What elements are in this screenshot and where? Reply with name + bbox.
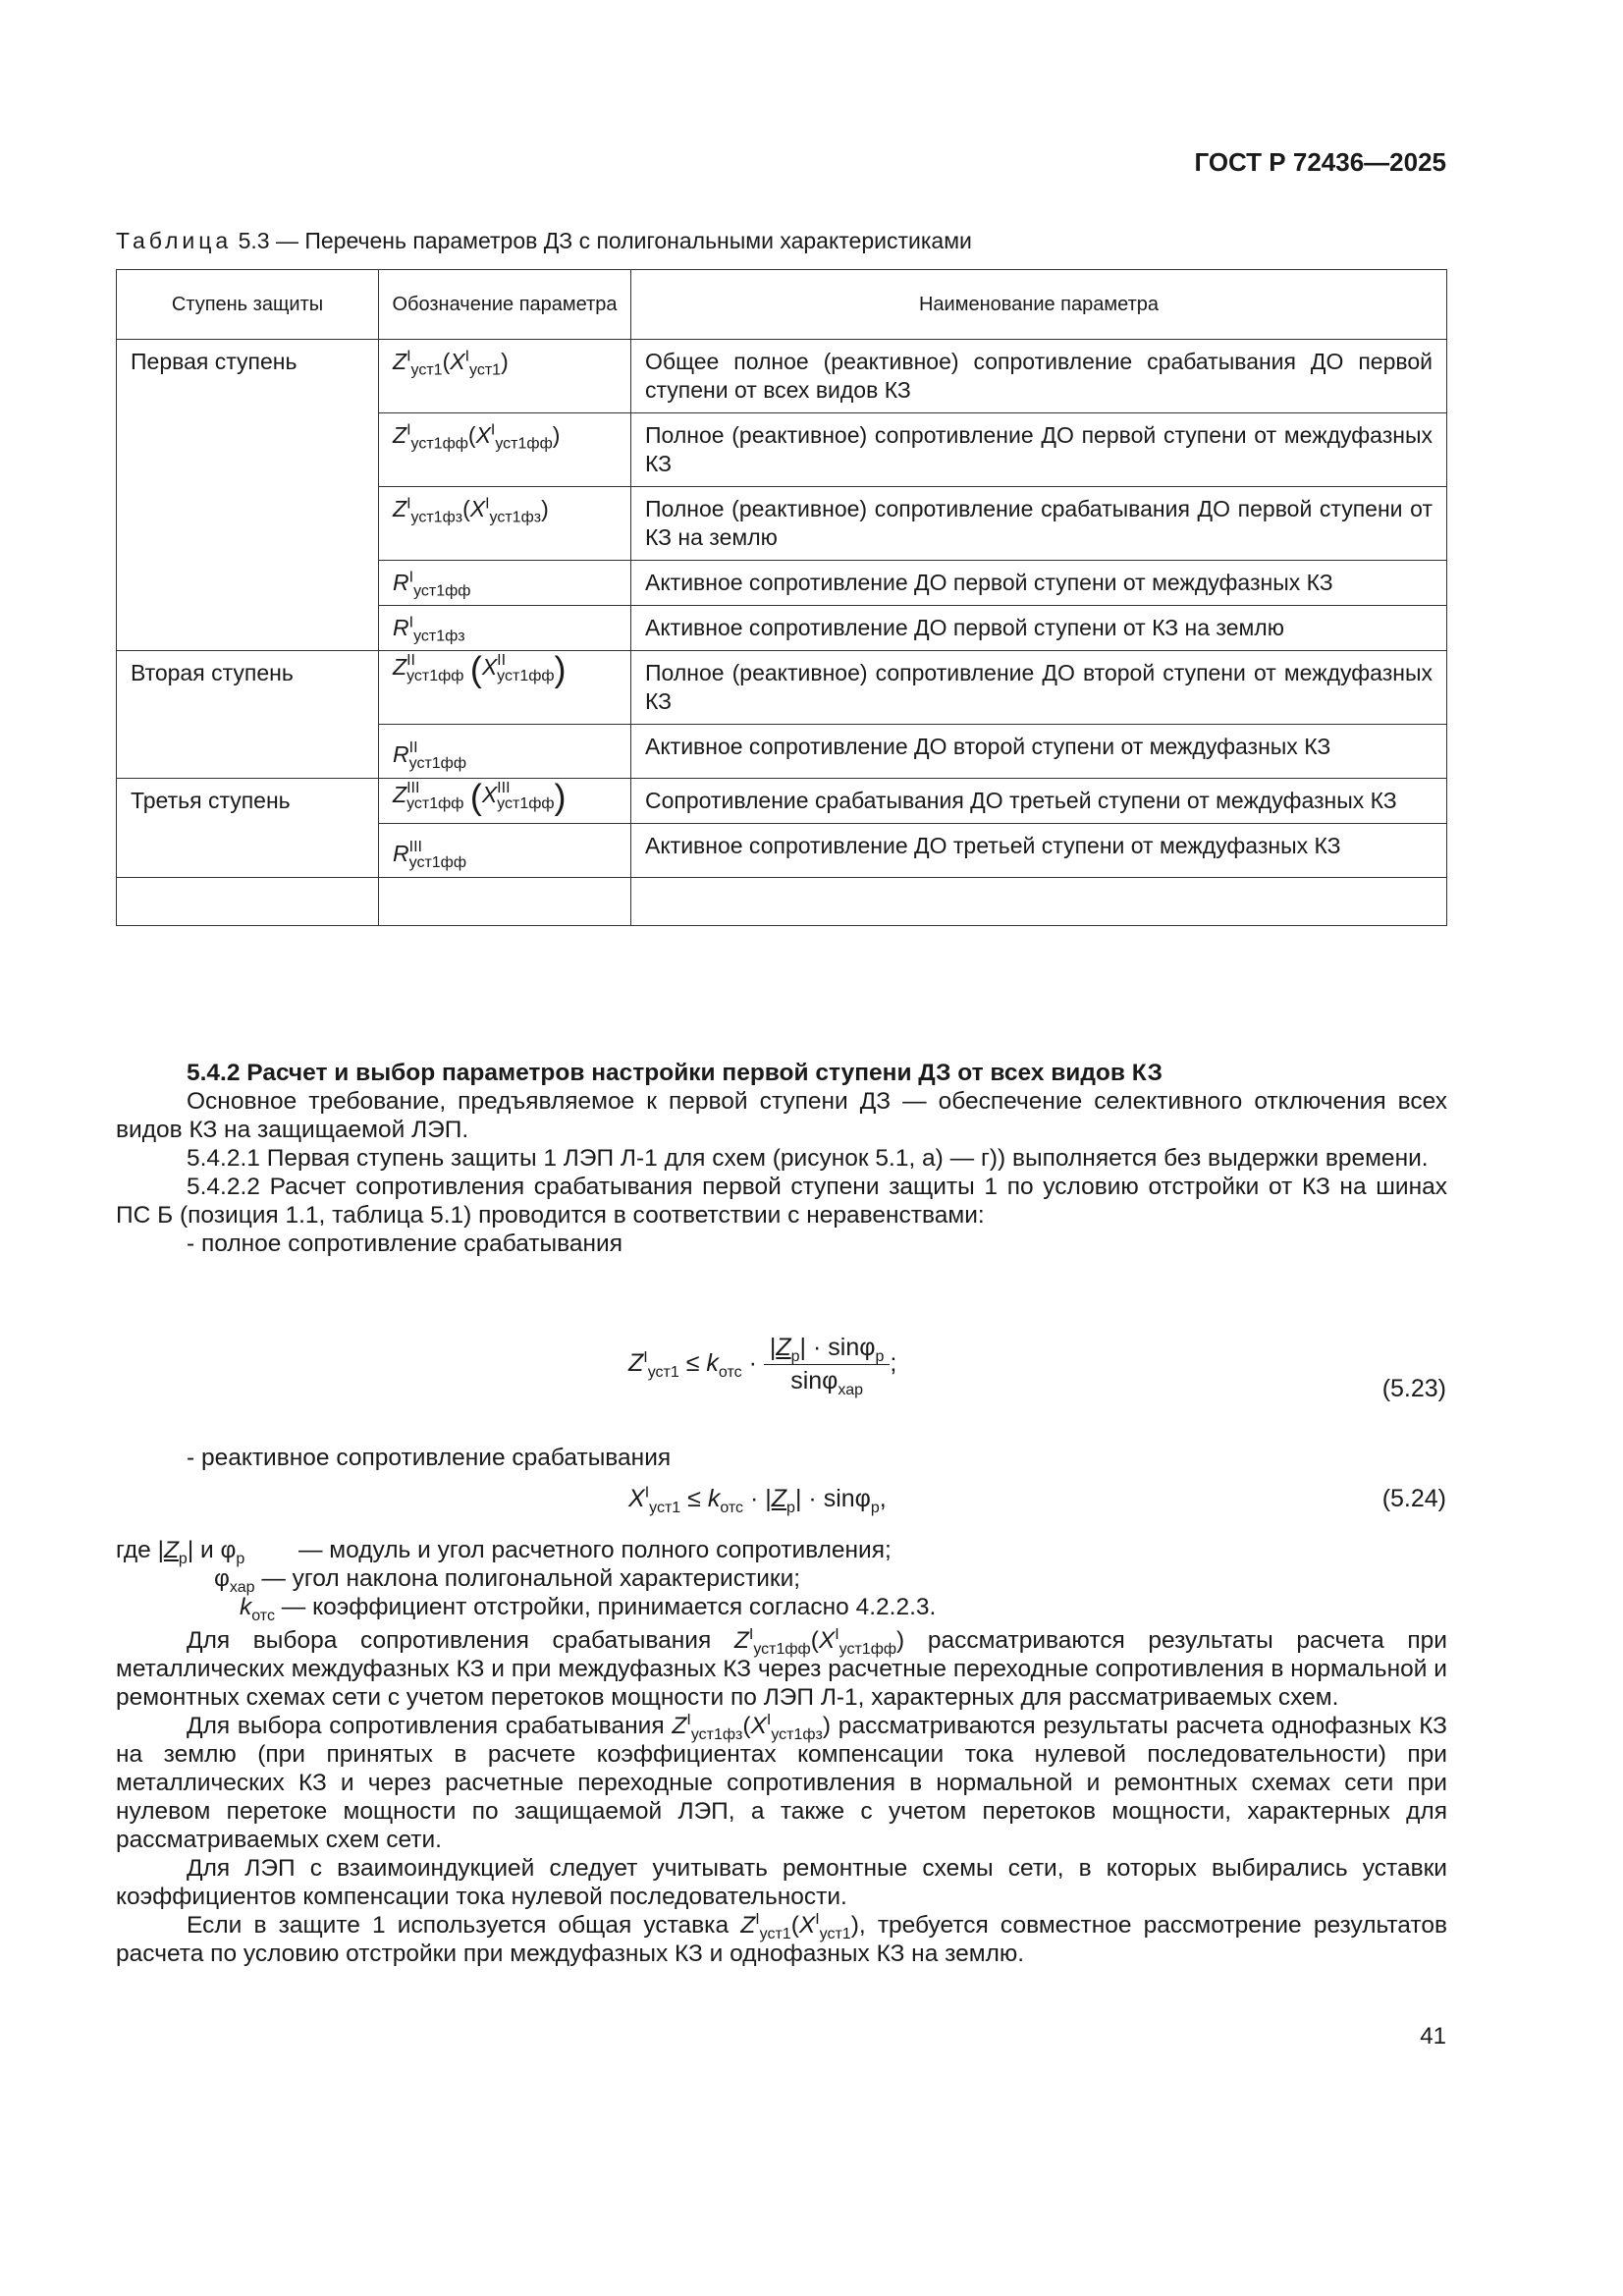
table-row [117,651,1447,725]
formula-number-5-24: (5.24) [1381,1485,1446,1512]
list-item: - реактивное сопротивление срабатывания [187,1445,672,1471]
step-third-label: Третья ступень [131,788,291,813]
symbol-cell: $Z^I_{уст1фз}(X^I_{уст1фз})$ [379,487,631,561]
table-caption-text: 5.3 — Перечень параметров ДЗ с полигональными характеристиками [232,228,972,253]
section-item2 [116,1444,1447,1472]
name-cell: Полное (реактивное) сопротивление ДО второй ступени от междуфазных КЗ [631,651,1447,725]
legend-row: $k_{отс}$ — коэффициент отстройки, принимается согласно 4.2.2.3. [240,1594,937,1624]
name-cell: Активное сопротивление ДО первой ступени от междуфазных КЗ [631,561,1447,606]
formula-number-5-23: (5.23) [1381,1375,1446,1402]
table-header-row [117,270,1447,340]
table-row [117,779,1447,824]
paragraph: Для ЛЭП с взаимоиндукцией следует учитывать ремонтные схемы сети, в которых выбирались уставки коэффициентов компенсации тока нулевой последовательности. [116,1855,1447,1910]
table-caption-word: Таблица [116,228,233,253]
section-intro [116,1059,1447,1258]
symbol-cell: $Z^I_{уст1фф}(X^I_{уст1фф})$ [379,413,631,487]
empty-cell [117,878,379,926]
formula-legend [116,1536,1447,1624]
name-cell: Общее полное (реактивное) сопротивление срабатывания ДО первой ступени от всех видов КЗ [631,340,1447,413]
name-cell: Активное сопротивление ДО первой ступени от КЗ на землю [631,606,1447,651]
table-caption [116,228,972,254]
symbol-cell: $R^I_{уст1фз}$ [379,606,631,651]
legend-row: $\varphi_{хар}$ — угол наклона полигональной характеристики; [214,1565,801,1596]
name-cell: Активное сопротивление ДО третьей ступени от междуфазных КЗ [631,824,1447,878]
legend-row: где $|Z_р|$ и $\varphi_р$ — модуль и угол расчетного полного сопротивления; [116,1537,892,1567]
symbol-cell: ZII уст1фф (XII уст1фф) [379,651,631,725]
standard-header: ГОСТ Р 72436—2025 [1194,147,1446,177]
table-empty-row [117,878,1447,926]
header-name: Наименование параметра [631,270,1447,340]
step-third [117,779,379,878]
name-cell: Полное (реактивное) сопротивление ДО первой ступени от междуфазных КЗ [631,413,1447,487]
section-heading: 5.4.2 Расчет и выбор параметров настройки первой ступени ДЗ от всех видов КЗ [187,1060,1163,1086]
paragraph: 5.4.2.2 Расчет сопротивления срабатывания первой ступени защиты 1 по условию отстройки от КЗ на шинах ПС Б (позиция 1.1, таблица 5.1) проводится в соответствии с неравенствами: [116,1174,1447,1229]
page-number: 41 [1420,2023,1446,2050]
empty-cell [379,878,631,926]
empty-cell [631,878,1447,926]
paragraph: 5.4.2.1 Первая ступень защиты 1 ЛЭП Л-1 для схем (рисунок 5.1, а) — г)) выполняется без выдержки времени. [187,1145,1429,1172]
paragraph: Для выбора сопротивления срабатывания $Z^I_{уст1фф}(X^I_{уст1фф})$ рассматриваются результаты расчета при металлических междуфазных КЗ и при междуфазных КЗ через расчетные переходные сопротивления в нормальной и ремонтных схемах сети с учетом перетоков мощности по ЛЭП Л-1, характерных для рассматриваемых схем. [116,1625,1447,1711]
name-cell: Сопротивление срабатывания ДО третьей ступени от междуфазных КЗ [631,779,1447,824]
step-second [117,651,379,779]
symbol-cell: $Z^I_{уст1}(X^I_{уст1})$ [379,340,631,413]
paragraph: Если в защите 1 используется общая уставка $Z^I_{уст1}(X^I_{уст1})$, требуется совместное рассмотрение результатов расчета по условию отстройки при междуфазных КЗ и однофазных КЗ на землю. [116,1910,1447,1967]
formula-5-23: $Z^I_{уст1} \le k_{отс}$ · $\frac{|Z_р| \cdot \sin\varphi_р}{\sin\varphi_{хар}}$ ; [628,1334,897,1398]
header-step: Ступень защиты [117,270,379,340]
step-second-label: Вторая ступень [131,660,294,685]
step-first [117,340,379,651]
formula-fraction: $\frac{|Z_р| \cdot \sin\varphi_р}{\sin\varphi_{хар}}$ [764,1334,891,1395]
symbol-cell: ZIII уст1фф (XIII уст1фф) [379,779,631,824]
paragraph: Для выбора сопротивления срабатывания $Z^I_{уст1фз}(X^I_{уст1фз})$ рассматриваются результаты расчета однофазных КЗ на землю (при принятых в расчете коэффициентах компенсации тока нулевой последовательности) при металлических КЗ и через расчетные переходные сопротивления в нормальной и ремонтных схемах сети при нулевом перетоке мощности по защищаемой ЛЭП, а также с учетом перетоков мощности, характерных для рассматриваемых схем сети. [116,1711,1447,1853]
symbol-cell: RIII уст1фф [379,824,631,878]
step-first-label: Первая ступень [131,349,298,374]
name-cell: Активное сопротивление ДО второй ступени от междуфазных КЗ [631,725,1447,779]
paragraph: Основное требование, предъявляемое к первой ступени ДЗ — обеспечение селективного отключения всех видов КЗ на защищаемой ЛЭП. [116,1088,1447,1143]
table-row [117,340,1447,413]
name-cell: Полное (реактивное) сопротивление срабатывания ДО первой ступени от КЗ на землю [631,487,1447,561]
symbol-cell: $R^I_{уст1фф}$ [379,561,631,606]
header-symbol: Обозначение параметра [379,270,631,340]
section-remaining [116,1626,1447,1968]
list-item: - полное сопротивление срабатывания [187,1230,623,1257]
formula-5-24: $X^I_{уст1} \le k_{отс} \cdot |Z_р| \cdot \sin\varphi_р$, [628,1484,887,1516]
parameters-table [116,269,1447,926]
symbol-cell: RII уст1фф [379,725,631,779]
